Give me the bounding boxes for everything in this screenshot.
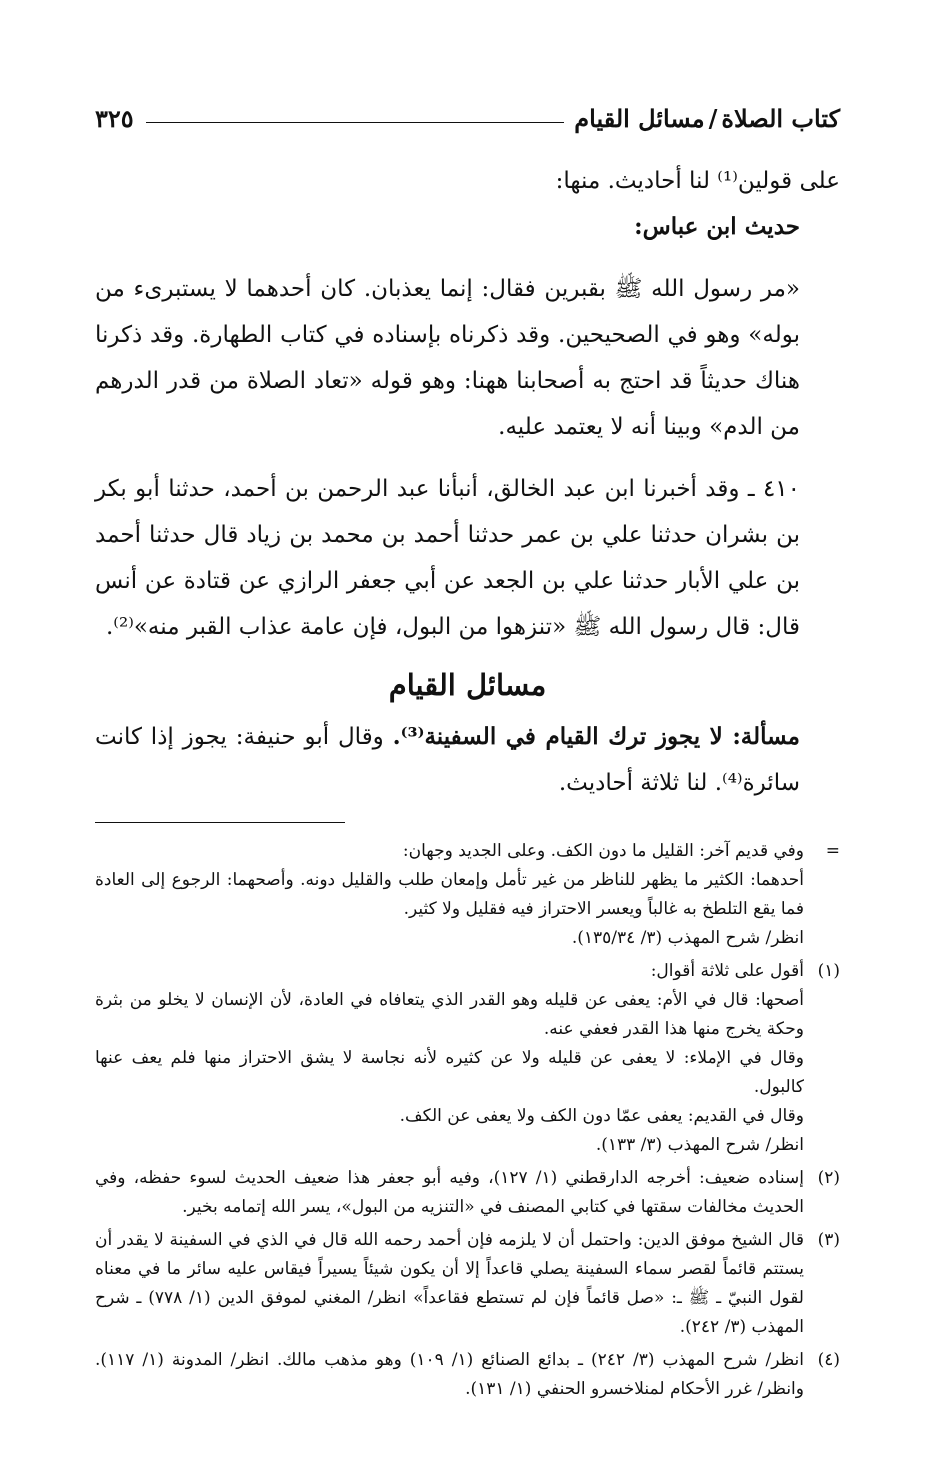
footnote-4 xyxy=(95,1346,840,1404)
section-heading: مسائل القيام xyxy=(388,668,547,702)
masala-statement: مسألة: لا يجوز ترك القيام في السفينة⁽³⁾. xyxy=(392,723,800,750)
page-number: ٣٢٥ xyxy=(95,103,134,133)
footnote-number: (٢) xyxy=(817,1168,840,1188)
footnote-line: وقال في القديم: يعفى عمّا دون الكف ولا يعفى عن الكف. xyxy=(399,1106,804,1126)
footnotes xyxy=(95,837,840,1404)
footnote-marker: = xyxy=(825,841,840,861)
footnote-number: (٤) xyxy=(817,1350,840,1370)
footnote-line: قال الشيخ موفق الدين: واحتمل أن لا يلزمه فإن أحمد رحمه الله قال في الذي في السفينة لا يقدر أن يستتم قائماً لقصر سماء السفينة يصلي قاعداً إلا أن يكون شيئاً يسيراً فيقاس عليه سائر ما في معناه لقول النبيّ ـ ﷺ ـ: «صل قائماً فإن لم تستطع فقاعداً» انظر/ المغني لموفق الدين (١/ ٧٧٨) ـ شرح المهذب (٣/ ٢٤٢). xyxy=(95,1230,804,1337)
footnote-line: انظر/ شرح المهذب (٣/ ٢٤٢) ـ بدائع الصنائع (١/ ١٠٩) وهو مذهب مالك. انظر/ المدونة (١/ ١١٧). وانظر/ غرر الأحكام لمنلاخسرو الحنفي (١/ ١٣١). xyxy=(95,1350,804,1399)
footnote-rule xyxy=(95,822,345,823)
footnote-line: أحدهما: الكثير ما يظهر للناظر من غير تأمل وإمعان طلب والقليل دونه. وأصحهما: الرجوع إلى العادة فما يقع التلطخ به غالباً ويعسر الاحتراز فيه فقليل ولا كثير. xyxy=(95,870,804,919)
running-header xyxy=(95,100,840,136)
footnote-number: (٣) xyxy=(817,1230,840,1250)
footnote-line: وقال في الإملاء: لا يعفى عن قليله ولا عن كثيره لأنه نجاسة لا يشق الاحتراز منها فلم يعف عنها كالبول. xyxy=(95,1048,804,1097)
footnote-line: أصحها: قال في الأم: يعفى عن قليله وهو القدر الذي يتعافاه في العادة، لأن الإنسان لا يخلو من بثرة وحكة يخرج منها هذا القدر فعفي عنه. xyxy=(95,990,804,1039)
narration-paragraph: ٤١٠ ـ وقد أخبرنا ابن عبد الخالق، أنبأنا عبد الرحمن بن أحمد، حدثنا أبو بكر بن بشران حدثنا علي بن عمر حدثنا أحمد بن محمد بن زياد قال حدثنا أحمد بن علي الأبار حدثنا علي بن الجعد عن أبي جعفر الرازي عن قتادة عن أنس قال: قال رسول الله ﷺ «تنزهوا من البول، فإن عامة عذاب القبر منه»⁽²⁾. xyxy=(95,476,800,640)
footnote-2 xyxy=(95,1164,840,1222)
footnote-line: أقول على ثلاثة أقوال: xyxy=(650,961,804,981)
chapter-title: مسائل القيام xyxy=(574,103,705,133)
masala-continuation: وقال أبو حنيفة: يجوز إذا كانت سائرة⁽⁴⁾. لنا ثلاثة أحاديث. xyxy=(95,724,800,796)
footnote-3 xyxy=(95,1226,840,1342)
main-text xyxy=(95,158,840,806)
footnote-line: إسناده ضعيف: أخرجه الدارقطني (١/ ١٢٧)، وفيه أبو جعفر هذا ضعيف الحديث لسوء حفظه، وفي الحديث مخالفات سقتها في كتابي المصنف في «التنزيه من البول»، يسر الله إتمامه بخير. xyxy=(95,1168,804,1217)
footnote-number: (١) xyxy=(817,961,840,981)
header-separator: / xyxy=(708,103,718,133)
masala-paragraph xyxy=(95,714,840,806)
footnote-continued xyxy=(95,837,840,953)
header-rule xyxy=(146,122,565,123)
intro-line: على قولين⁽¹⁾ لنا أحاديث. منها: xyxy=(555,168,840,194)
footnote-line: انظر/ شرح المهذب (٣/ ١٣٥/٣٤). xyxy=(571,928,804,948)
footnote-line: انظر/ شرح المهذب (٣/ ١٣٣). xyxy=(595,1135,804,1155)
hadith-paragraph: «مر رسول الله ﷺ بقبرين فقال: إنما يعذبان. كان أحدهما لا يستبرىء من بوله» وهو في الصحيحين. وقد ذكرناه بإسناده في كتاب الطهارة. وقد ذكرنا هناك حديثاً قد احتج به أصحابنا ههنا: وهو قوله «تعاد الصلاة من قدر الدرهم من الدم» وبينا أنه لا يعتمد عليه. xyxy=(95,276,800,440)
hadith-heading: حديث ابن عباس: xyxy=(634,213,800,240)
footnote-1 xyxy=(95,957,840,1160)
footnote-line: وفي قديم آخر: القليل ما دون الكف. وعلى الجديد وجهان: xyxy=(402,841,804,861)
book-title: كتاب الصلاة xyxy=(721,103,840,133)
